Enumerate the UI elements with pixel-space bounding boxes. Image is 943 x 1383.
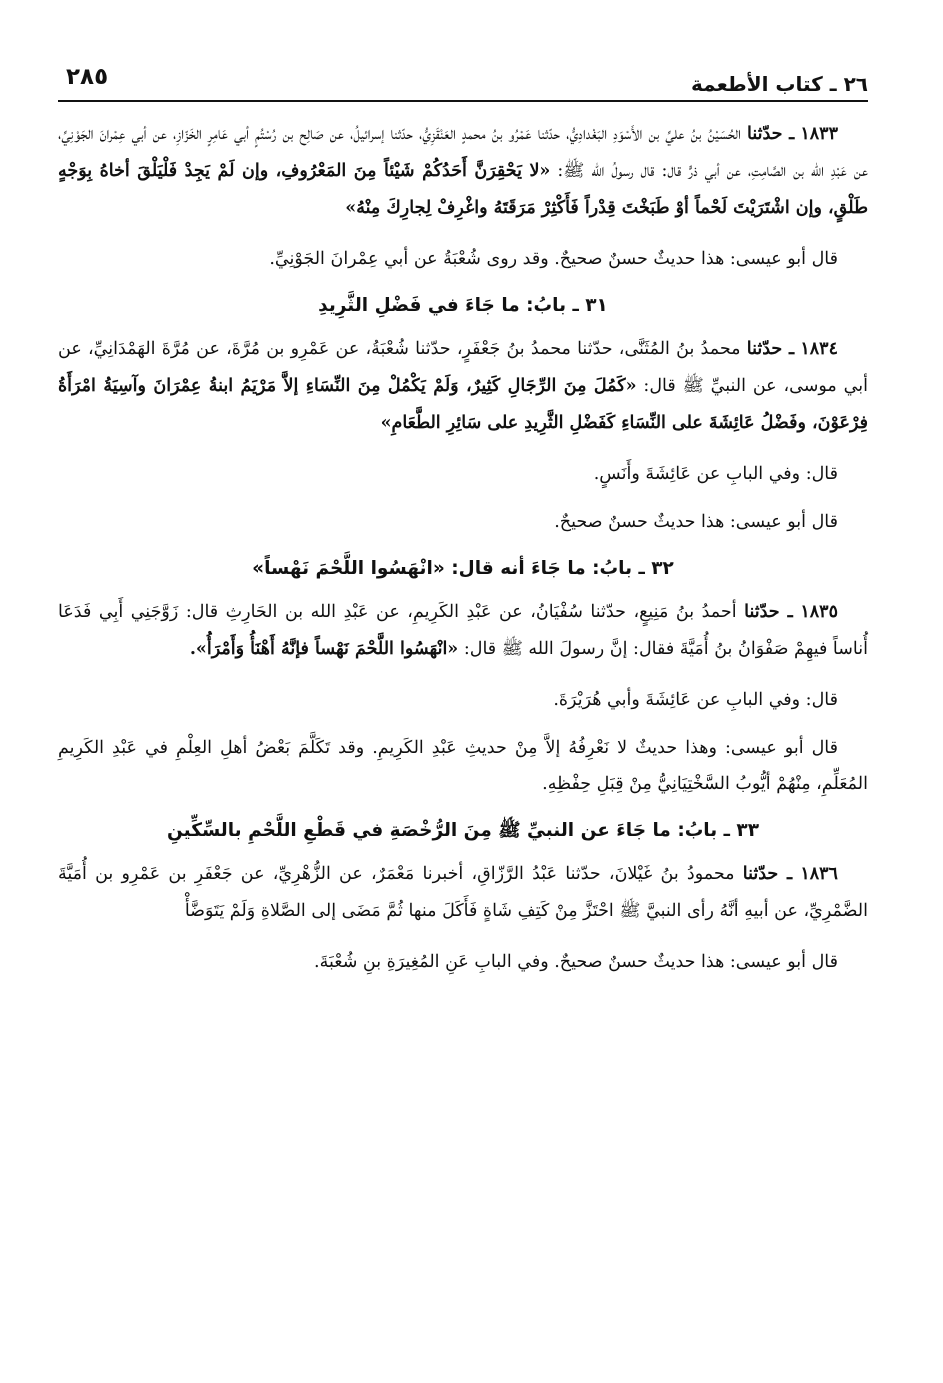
commentary: قال أبو عيسى: هذا حديثٌ حسنٌ صحيحٌ. [554,512,838,532]
page-number: ٢٨٥ [66,64,109,90]
hadith-number: ١٨٣٥ [800,602,838,622]
hadith-matn: «كَمُلَ مِنَ الرِّجَالِ كَثِيرٌ، وَلَمْ يَكْمُلْ مِنَ النِّسَاءِ إلاَّ مَرْيَمُ ابنةُ عِمْرَانَ وآسِيَةُ امْرَأَةُ فِرْعَوْنَ، وفَضْلُ عَائِشَةَ على النِّسَاءِ كَفَضْلِ الثَّرِيدِ على سَائِرِ الطَّعَامِ» [58,376,868,433]
page-header [58,60,868,102]
bab-heading: ٣٣ ـ بابُ: ما جَاءَ عن النبيِّ ﷺ مِنَ الرُّخْصَةِ في قَطْعِ اللَّحْمِ بالسِّكِّينِ [167,820,759,841]
hadith-lead: ـ حدّثنا [742,864,793,884]
commentary: قال: وفي البابِ عن عَائِشَةَ وأبي هُرَيْرَةَ. [553,690,838,710]
hadith-matn: «لا يَحْقِرَنَّ أَحَدُكُمْ شَيْئاً مِنَ المَعْرُوفِ، وإن لَمْ يَجِدْ فَلْيَلْقَ أخاهُ بِوَجْهٍ طَلْقٍ، وإن اشْتَرَيْتَ لَحْماً أوْ طَبَخْتَ قِدْراً فَأَكْثِرْ مَرَقَتَهُ واغْرِفْ لِجارِكَ مِنْهُ» [58,161,868,218]
book-page [58,60,868,992]
bab-heading: ٣٢ ـ بابُ: ما جَاءَ أنه قال: «انْهَسُوا اللَّحْمَ نَهْساً» [252,558,674,579]
commentary: قال أبو عيسى: هذا حديثٌ حسنٌ صحيحٌ. وفي البابِ عَنِ المُغِيرَةِ بنِ شُعْبَةَ. [314,952,838,972]
chapter-title: ٢٦ ـ كتاب الأطعمة [691,72,868,96]
hadith-isnad: أحمدُ بنُ مَنِيعٍ، حدّثنا سُفْيَانُ، عن عَبْدِ الكَرِيمِ، عن عَبْدِ الله بن الحَارِثِ قال: زَوَّجَنِي أَبِي فَدَعَا أُناساً فيهِمْ صَفْوَانُ بنُ أُمَيَّةَ فقال: إنَّ رسولَ الله ﷺ قال: [58,602,868,659]
hadith-lead: ـ حدّثنا [747,124,795,144]
page-content [58,102,868,980]
hadith-isnad: محمدُ بنُ المُثَنَّى، حدّثنا محمدُ بنُ جَعْفَرٍ، حدّثنا شُعْبَةُ، عن عَمْرِو بن مُرَّةَ، عن مُرَّةَ الهَمْدَانِيِّ، عن أبي موسى، عن النبيِّ ﷺ قال: [58,339,869,396]
hadith-isnad: الحُسَيْنُ بنُ عليِّ بن الأَسْوَدِ البَغْدادِيُّ، حدّثنا عَمْرُو بنُ محمدٍ العَنْقَزِيُّ، حدّثنا إسرائيلُ، عن صَالِح بن رُسْتُمٍ أبي عَامِرٍ الخَزّازِ، عن أبي عِمْرانَ الجَوْنِيِّ، عن عَبْدِ الله بن الصَّامِتِ، عن أبي ذرٍّ قال: قال رسولُ الله ﷺ: [58,124,868,181]
hadith-isnad: محمودُ بنُ غَيْلانَ، حدّثنا عَبْدُ الرَّزّاقِ، أخبرنا مَعْمَرٌ، عن الزُّهْرِيِّ، عن جَعْفَرِ بن عَمْرِو بن أُمَيَّةَ الضَّمْرِيِّ، عن أبيهِ أنَّهُ رأى النبيَّ ﷺ احْتَزَّ مِنْ كَتِفِ شَاةٍ فَأَكَلَ منها ثُمَّ مَضَى إلى الصَّلاةِ وَلَمْ يَتَوَضَّأْ [58,864,868,921]
hadith-1834 [58,331,868,442]
hadith-1836 [58,856,868,930]
commentary: قال أبو عيسى: هذا حديثٌ حسنٌ صحيحٌ. وقد روى شُعْبَةُ عن أبي عِمْرانَ الجَوْنِيِّ. [269,249,838,269]
hadith-number: ١٨٣٤ [800,339,838,359]
bab-heading: ٣١ ـ بابُ: ما جَاءَ في فَضْلِ الثَّرِيدِ [318,295,608,316]
hadith-1835 [58,594,868,668]
hadith-number: ١٨٣٣ [800,124,838,144]
commentary: قال: وفي البابِ عن عَائِشَةَ وأَنَسٍ. [593,464,838,484]
hadith-1833 [58,116,868,227]
hadith-matn: «انْهَسُوا اللَّحْمَ نَهْساً فإنَّهُ أَهْنَأُ وَأَمْرَأُ». [189,639,459,659]
hadith-lead: ـ حدّثنا [746,339,795,359]
hadith-number: ١٨٣٦ [800,864,838,884]
hadith-lead: ـ حدّثنا [744,602,793,622]
commentary: قال أبو عيسى: وهذا حديثٌ لا نَعْرِفُهُ إلاَّ مِنْ حديثِ عَبْدِ الكَرِيمِ. وقد تَكَلَّمَ بَعْضُ أهلِ العِلْمِ في عَبْدِ الكَرِيمِ المُعَلِّمِ، مِنْهُمْ أيُّوبُ السَّخْتِيَانِيُّ مِنْ قِبَلِ حِفْظِهِ. [58,738,868,794]
